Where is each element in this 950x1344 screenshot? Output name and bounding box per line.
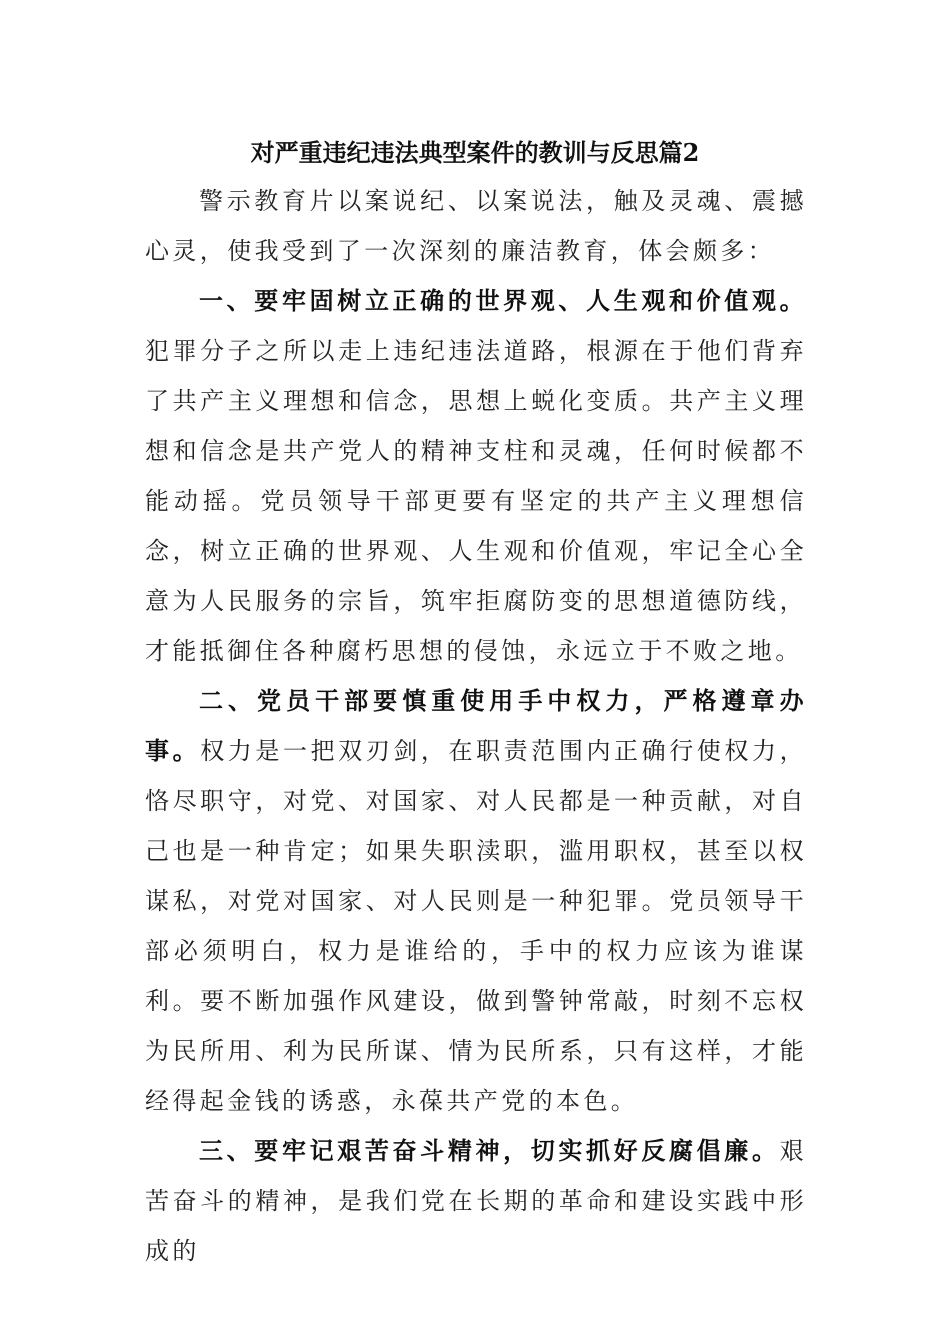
section-heading: 一、要牢固树立正确的世界观、人生观和价值观。 (199, 286, 807, 315)
paragraph-section-3 (145, 1126, 807, 1276)
paragraph-section-1 (145, 276, 807, 676)
paragraph-text: 犯罪分子之所以走上违纪违法道路，根源在于他们背弃了共产主义理想和信念，思想上蜕化变质。共产主义理想和信念是共产党人的精神支柱和灵魂，任何时候都不能动摇。党员领导干部更要有坚定的共产主义理想信念，树立正确的世界观、人生观和价值观，牢记全心全意为人民服务的宗旨，筑牢拒腐防变的思想道德防线，才能抵御住各种腐朽思想的侵蚀，永远立于不败之地。 (145, 337, 807, 665)
document-title: 对严重违纪违法典型案件的教训与反思篇2 (250, 138, 700, 167)
section-heading: 二、党员干部要慎重使用手中权力，严格遵章办事。 (145, 686, 807, 765)
paragraph-intro (145, 176, 807, 276)
paragraph-section-2 (145, 676, 807, 1126)
paragraph-text: 警示教育片以案说纪、以案说法，触及灵魂、震撼心灵，使我受到了一次深刻的廉洁教育，体会颇多： (145, 187, 807, 265)
paragraph-text: 权力是一把双刃剑，在职责范围内正确行使权力，恪尽职守，对党、对国家、对人民都是一种贡献，对自己也是一种肯定；如果失职渎职，滥用职权，甚至以权谋私，对党对国家、对人民则是一种犯罪。党员领导干部必须明白，权力是谁给的，手中的权力应该为谁谋利。要不断加强作风建设，做到警钟常敲，时刻不忘权为民所用、利为民所谋、情为民所系，只有这样，才能经得起金钱的诱惑，永葆共产党的本色。 (145, 737, 807, 1115)
section-heading: 三、要牢记艰苦奋斗精神，切实抓好反腐倡廉。 (199, 1136, 780, 1165)
paragraph-text: 艰苦奋斗的精神，是我们党在长期的革命和建设实践中形成的 (145, 1137, 807, 1265)
document-body (145, 176, 807, 1276)
